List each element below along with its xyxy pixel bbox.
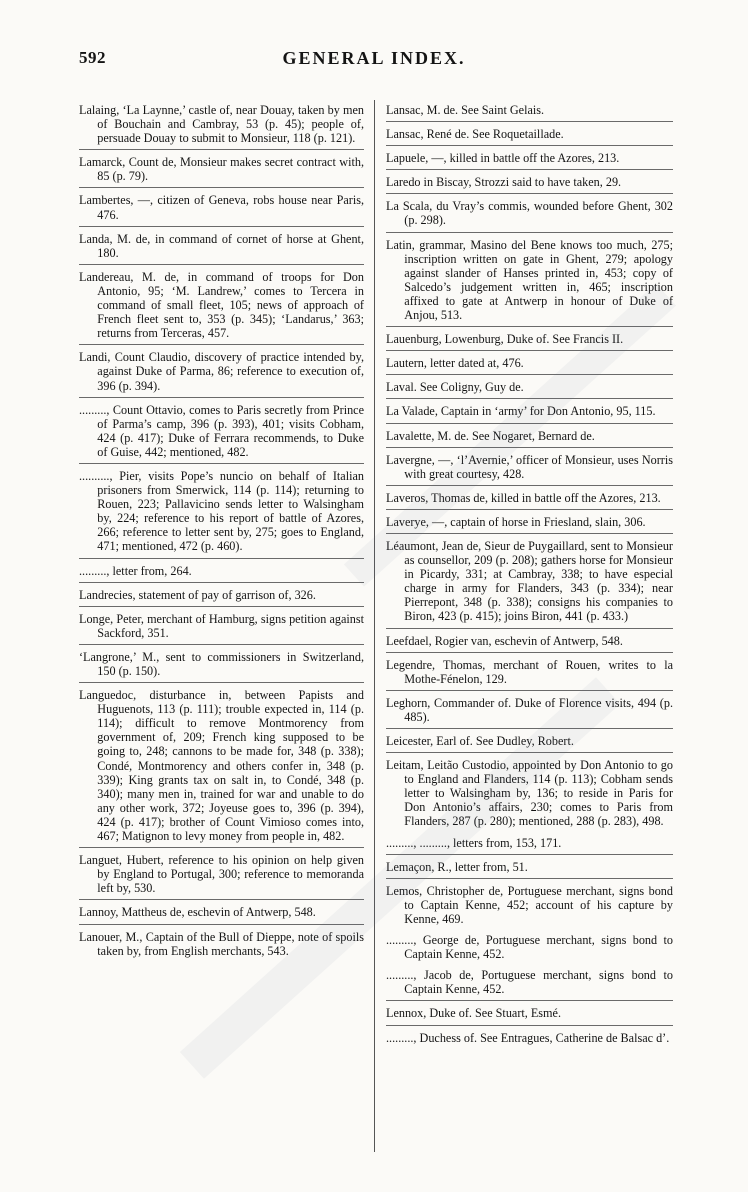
index-entry: Landa, M. de, in command of cornet of horse at Ghent, 180. [79, 232, 364, 265]
index-entry: Lavergne, —, ‘l’Avernie,’ officer of Monsieur, uses Norris with great courtesy, 428. [386, 453, 673, 486]
index-entry: Lautern, letter dated at, 476. [386, 356, 673, 375]
index-entry: Legendre, Thomas, merchant of Rouen, writes to la Mothe-Fénelon, 129. [386, 658, 673, 691]
index-entry: Lannoy, Mattheus de, eschevin of Antwerp, 548. [79, 905, 364, 924]
index-entry: Leefdael, Rogier van, eschevin of Antwerp, 548. [386, 634, 673, 653]
index-entry: Lalaing, ‘La Laynne,’ castle of, near Douay, taken by men of Bouchain and Cambray, 53 (p. 45); people of, persuade Douay to submit to Monsieur, 118 (p. 121). [79, 103, 364, 150]
index-entry: Lanouer, M., Captain of the Bull of Dieppe, note of spoils taken by, from English merchants, 543. [79, 929, 364, 958]
index-entry: ........., letter from, 264. [79, 564, 364, 583]
index-entry: Landi, Count Claudio, discovery of practice intended by, against Duke of Parma, 86; reference to execution of, 396 (p. 394). [79, 350, 364, 397]
column-divider [374, 100, 375, 1152]
index-entry: Laval. See Coligny, Guy de. [386, 380, 673, 399]
index-entry: La Scala, du Vray’s commis, wounded before Ghent, 302 (p. 298). [386, 199, 673, 232]
index-entry: Laveros, Thomas de, killed in battle off the Azores, 213. [386, 491, 673, 510]
index-entry: Leicester, Earl of. See Dudley, Robert. [386, 734, 673, 753]
index-entry: Laverye, —, captain of horse in Friesland, slain, 306. [386, 515, 673, 534]
index-entry: Longe, Peter, merchant of Hamburg, signs petition against Sackford, 351. [79, 612, 364, 645]
index-entry: Léaumont, Jean de, Sieur de Puygaillard, sent to Monsieur as counsellor, 209 (p. 208); gathers horse for Monsieur in Picardy, 331; at Cambray, 338; to have especial charge in army for Flanders, 343 (p. 334); near Pierrepont, 348 (p. 338); consigns his companies to Biron, 423 (p. 415); joins Biron, 441 (p. 433.) [386, 539, 673, 629]
index-entry: Leitam, Leitão Custodio, appointed by Don Antonio to go to England and Flanders, 114 (p. 113); Cobham sends letter to Walsingham by, 136; to reside in Paris for Don Antonio’s affairs, 230; comes to Paris from Flanders, 287 (p. 280); mentioned, 288 (p. 283), 498. [386, 758, 673, 829]
index-entry: Lemaçon, R., letter from, 51. [386, 860, 673, 879]
index-entry: .........., Pier, visits Pope’s nuncio on behalf of Italian prisoners from Smerwick, 114 (p. 114); returning to Rouen, 223; Pallavicino sends letter to Walsingham by, 224; reference to his report of battle of Azores, 266; reference to letter sent by, 275; goes to England, 471; mentioned, 472 (p. 460). [79, 469, 364, 559]
index-entry: Languet, Hubert, reference to his opinion on help given by England to Portugal, 300; reference to memoranda left by, 530. [79, 853, 364, 900]
index-entry: Lemos, Christopher de, Portuguese merchant, signs bond to Captain Kenne, 452; account of his capture by Kenne, 469. [386, 883, 673, 926]
index-entry: La Valade, Captain in ‘army’ for Don Antonio, 95, 115. [386, 404, 673, 423]
index-entry: ........., Count Ottavio, comes to Paris secretly from Prince of Parma’s camp, 396 (p. 393), 401; visits Cobham, 424 (p. 417); Duke of Ferrara recommends, to Duke of Guise, 442; mentioned, 482. [79, 403, 364, 464]
index-entry: Lansac, René de. See Roquetaillade. [386, 127, 673, 146]
index-entry: Lavalette, M. de. See Nogaret, Bernard de. [386, 429, 673, 448]
index-entry: ........., Jacob de, Portuguese merchant, signs bond to Captain Kenne, 452. [386, 968, 673, 1001]
index-entry: ‘Langrone,’ M., sent to commissioners in Switzerland, 150 (p. 150). [79, 650, 364, 683]
index-entry: Lansac, M. de. See Saint Gelais. [386, 103, 673, 122]
index-entry: Landereau, M. de, in command of troops for Don Antonio, 95; ‘M. Landrew,’ comes to Tercera in command of small fleet, 105; news of approach of French fleet sent to, 353 (p. 345); ‘Landarus,’ 363; returns from Terceras, 457. [79, 270, 364, 345]
index-entry: Latin, grammar, Masino del Bene knows too much, 275; inscription written on gate in Ghent, 279; apology against slander of Hanses printed in, 453; copy of Salcedo’s judgement written in, 465; inscription affixed to gate at Antwerp in honour of Duke of Anjou, 513. [386, 238, 673, 328]
index-entry: ........., ........., letters from, 153, 171. [386, 836, 673, 855]
index-entry: Lauenburg, Lowenburg, Duke of. See Francis II. [386, 332, 673, 351]
index-entry: Landrecies, statement of pay of garrison of, 326. [79, 588, 364, 607]
index-column-left [79, 103, 364, 967]
index-entry: ........., George de, Portuguese merchant, signs bond to Captain Kenne, 452. [386, 933, 673, 962]
index-entry: Laredo in Biscay, Strozzi said to have taken, 29. [386, 175, 673, 194]
index-entry: Lamarck, Count de, Monsieur makes secret contract with, 85 (p. 79). [79, 155, 364, 188]
index-entry: Lapuele, —, killed in battle off the Azores, 213. [386, 151, 673, 170]
index-entry: Lambertes, —, citizen of Geneva, robs house near Paris, 476. [79, 193, 364, 226]
page-title: GENERAL INDEX. [282, 48, 466, 68]
page-number: 592 [79, 48, 106, 67]
index-entry: Leghorn, Commander of. Duke of Florence visits, 494 (p. 485). [386, 696, 673, 729]
index-column-right [386, 103, 673, 1054]
index-entry: Languedoc, disturbance in, between Papists and Huguenots, 113 (p. 111); trouble expected in, 114 (p. 114); difficult to remove Montmorency from government of, 209; French king supposed to be going to, 248; cannons to be made for, 348 (p. 338); Condé, Montmorency and others confer in, 348 (p. 339); King grants tax on salt in, to Condé, 348 (p. 340); many men in, trained for war and unable to do any other work, 372; Joyeuse goes to, 396 (p. 394), 424 (p. 417); brother of Count Vimioso comes into, 467; Matignon to levy money from people in, 482. [79, 688, 364, 848]
index-entry: ........., Duchess of. See Entragues, Catherine de Balsac d’. [386, 1030, 670, 1045]
index-entry: Lennox, Duke of. See Stuart, Esmé. [386, 1006, 673, 1025]
